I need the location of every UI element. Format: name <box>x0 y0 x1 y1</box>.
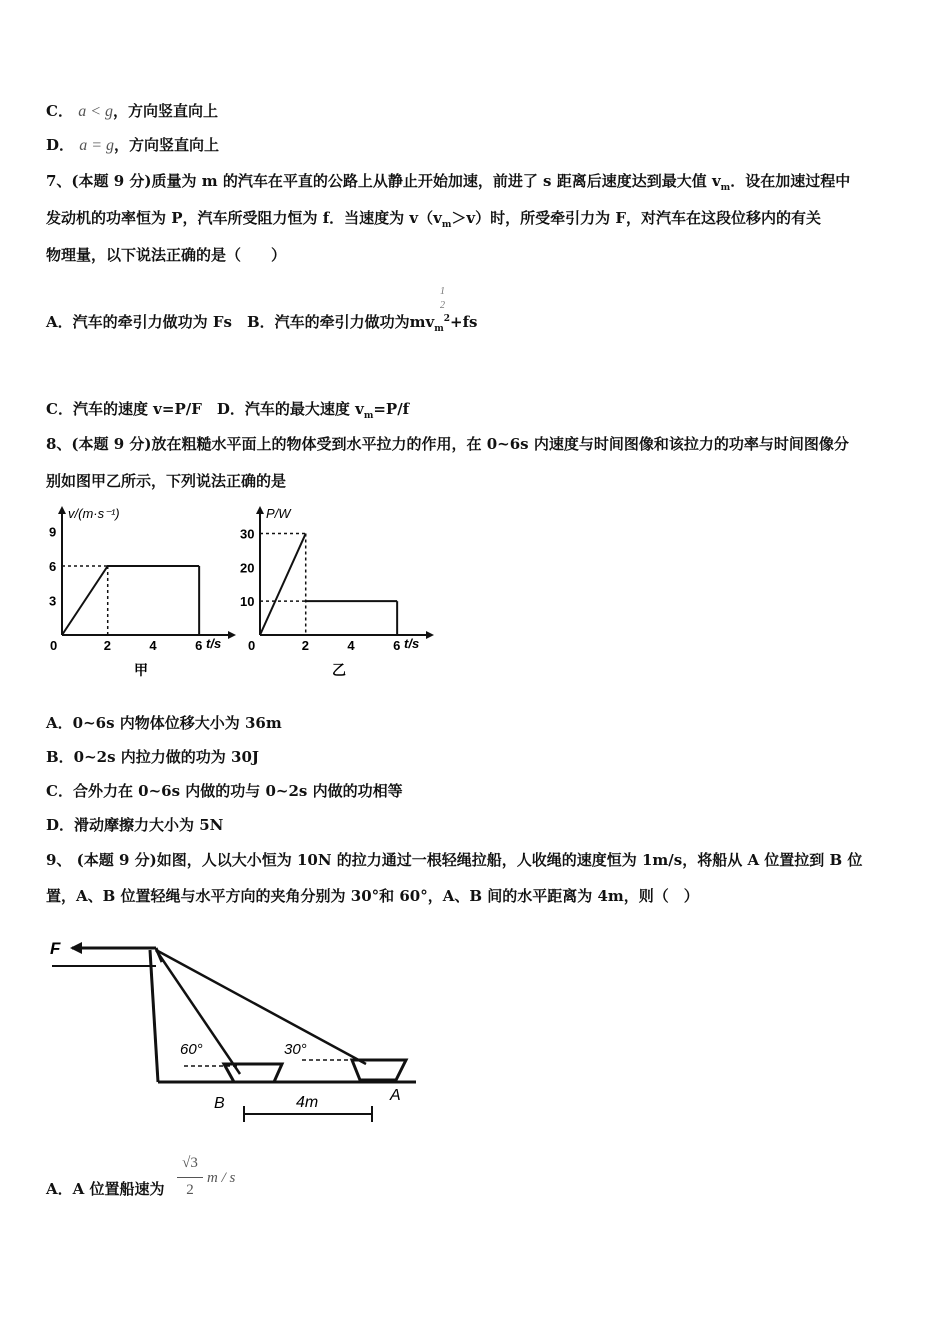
math-expression: a = g <box>79 137 115 154</box>
boat-a <box>352 1060 406 1080</box>
y-axis-arrow <box>256 506 264 514</box>
y-tick-label: 10 <box>240 594 255 610</box>
fraction-denominator: 2 <box>440 300 445 311</box>
fraction-numerator: 1 <box>440 286 445 297</box>
bank-wall <box>150 950 158 1082</box>
boat-b <box>224 1064 282 1082</box>
q9-line-1 <box>46 849 862 870</box>
x-tick-label: 6 <box>393 638 401 653</box>
point-a-label: A <box>390 1087 401 1104</box>
fraction-denominator: 2 <box>186 1182 194 1198</box>
q7-text: ．设在加速过程中 <box>730 172 851 190</box>
x-tick-label: 4 <box>347 638 355 653</box>
subscript: m <box>720 183 731 193</box>
option-text: ，方向竖直向上 <box>114 136 220 154</box>
q8-line-1 <box>46 433 849 454</box>
option-d-q6 <box>46 134 219 155</box>
q9-text: 置，A、B 位置轻绳与水平方向的夹角分别为 30°和 60°，A、B 间的水平距离为 4m，则（ ） <box>46 887 699 905</box>
x-axis-arrow <box>228 631 236 639</box>
q7-options-ab <box>46 311 478 334</box>
x-tick-label: 6 <box>195 638 203 653</box>
x-tick-label: 2 <box>103 638 111 653</box>
q9-text: 9、 (本题 9 分)如图，人以大小恒为 10N 的拉力通过一根轻绳拉船，人收绳的速度恒为 1m/s，将船从 A 位置拉到 B 位 <box>46 851 863 869</box>
boat-rope-diagram <box>44 930 434 1130</box>
option-label: D． <box>46 136 75 154</box>
y-tick-label: 3 <box>49 593 57 609</box>
superscript: 2 <box>443 314 451 324</box>
q7-text: 7、(本题 9 分)质量为 m 的汽车在平直的公路上从静止开始加速，前进了 s 距离后速度达到最大值 v <box>46 172 721 190</box>
fraction-bar <box>177 1177 203 1178</box>
subscript: m <box>434 324 444 334</box>
option-label: C． <box>46 102 73 120</box>
x-axis-label: t/s <box>404 636 420 651</box>
q8-text: 别如图甲乙所示，下列说法正确的是 <box>46 472 287 490</box>
velocity-time-chart <box>40 505 250 680</box>
x-axis-arrow <box>426 631 434 639</box>
option-text: C．汽车的速度 v=P/F D．汽车的最大速度 v <box>46 400 364 418</box>
power-time-chart <box>238 505 448 680</box>
q8-line-2 <box>46 470 286 491</box>
x-tick-label: 2 <box>301 638 309 653</box>
q9-option-a <box>46 1178 165 1199</box>
x-tick-label: 0 <box>50 638 58 653</box>
subscript: m <box>363 411 374 421</box>
fraction-numerator: √3 <box>182 1155 198 1171</box>
angle-a-label: 30° <box>284 1041 307 1058</box>
angle-b-label: 60° <box>180 1041 203 1058</box>
x-tick-label: 0 <box>248 638 256 653</box>
q7-text: 发动机的功率恒为 P，汽车所受阻力恒为 f．当速度为 v（v <box>46 209 442 227</box>
series-line <box>62 566 199 635</box>
unit-label: m / s <box>207 1170 236 1186</box>
q8-option-a: A．0~6s 内物体位移大小为 36m <box>46 714 282 732</box>
option-text: +fs <box>450 313 478 331</box>
option-text: =P/f <box>373 400 410 418</box>
q9-line-2 <box>46 885 699 906</box>
option-text: A．A 位置船速为 <box>46 1180 165 1198</box>
y-axis-label: P/W <box>266 506 291 521</box>
option-c-q6 <box>46 100 218 121</box>
option-text: A．汽车的牵引力做功为 Fs B．汽车的牵引力做功为 <box>46 313 410 331</box>
chart-title: 甲 <box>134 662 148 678</box>
x-axis-label: t/s <box>206 636 222 651</box>
force-label: F <box>50 939 61 958</box>
subscript: m <box>441 220 452 230</box>
chart-title: 乙 <box>332 662 346 678</box>
y-tick-label: 9 <box>49 524 57 540</box>
q7-line-3 <box>46 244 286 265</box>
series-line <box>260 534 306 635</box>
q7-text: 物理量，以下说法正确的是（ ） <box>46 246 287 264</box>
point-b-label: B <box>214 1095 225 1112</box>
y-axis-arrow <box>58 506 66 514</box>
q8-text: 8、(本题 9 分)放在粗糙水平面上的物体受到水平拉力的作用，在 0~6s 内速度与时间图像和该拉力的功率与时间图像分 <box>46 435 849 453</box>
distance-label: 4m <box>296 1094 319 1111</box>
x-tick-label: 4 <box>149 638 157 653</box>
q7-line-2 <box>46 207 821 230</box>
y-tick-label: 6 <box>49 559 57 574</box>
option-text: ，方向竖直向上 <box>112 102 218 120</box>
q8-option-b: B．0~2s 内拉力做的功为 30J <box>46 748 259 766</box>
force-arrow-head <box>70 942 82 954</box>
math-expression: a < g <box>78 103 113 120</box>
q7-text: ＞v）时，所受牵引力为 F，对汽车在这段位移内的有关 <box>451 209 821 227</box>
q7-line-1 <box>46 170 850 193</box>
option-text: mv <box>409 313 435 331</box>
q8-option-d: D．滑动摩擦力大小为 5N <box>46 816 224 834</box>
y-tick-label: 30 <box>240 526 255 542</box>
q7-options-cd <box>46 398 409 421</box>
q8-option-c: C．合外力在 0~6s 内做的功与 0~2s 内做的功相等 <box>46 782 403 800</box>
y-axis-label: v/(m·s⁻¹) <box>68 506 120 521</box>
y-tick-label: 20 <box>240 560 255 576</box>
